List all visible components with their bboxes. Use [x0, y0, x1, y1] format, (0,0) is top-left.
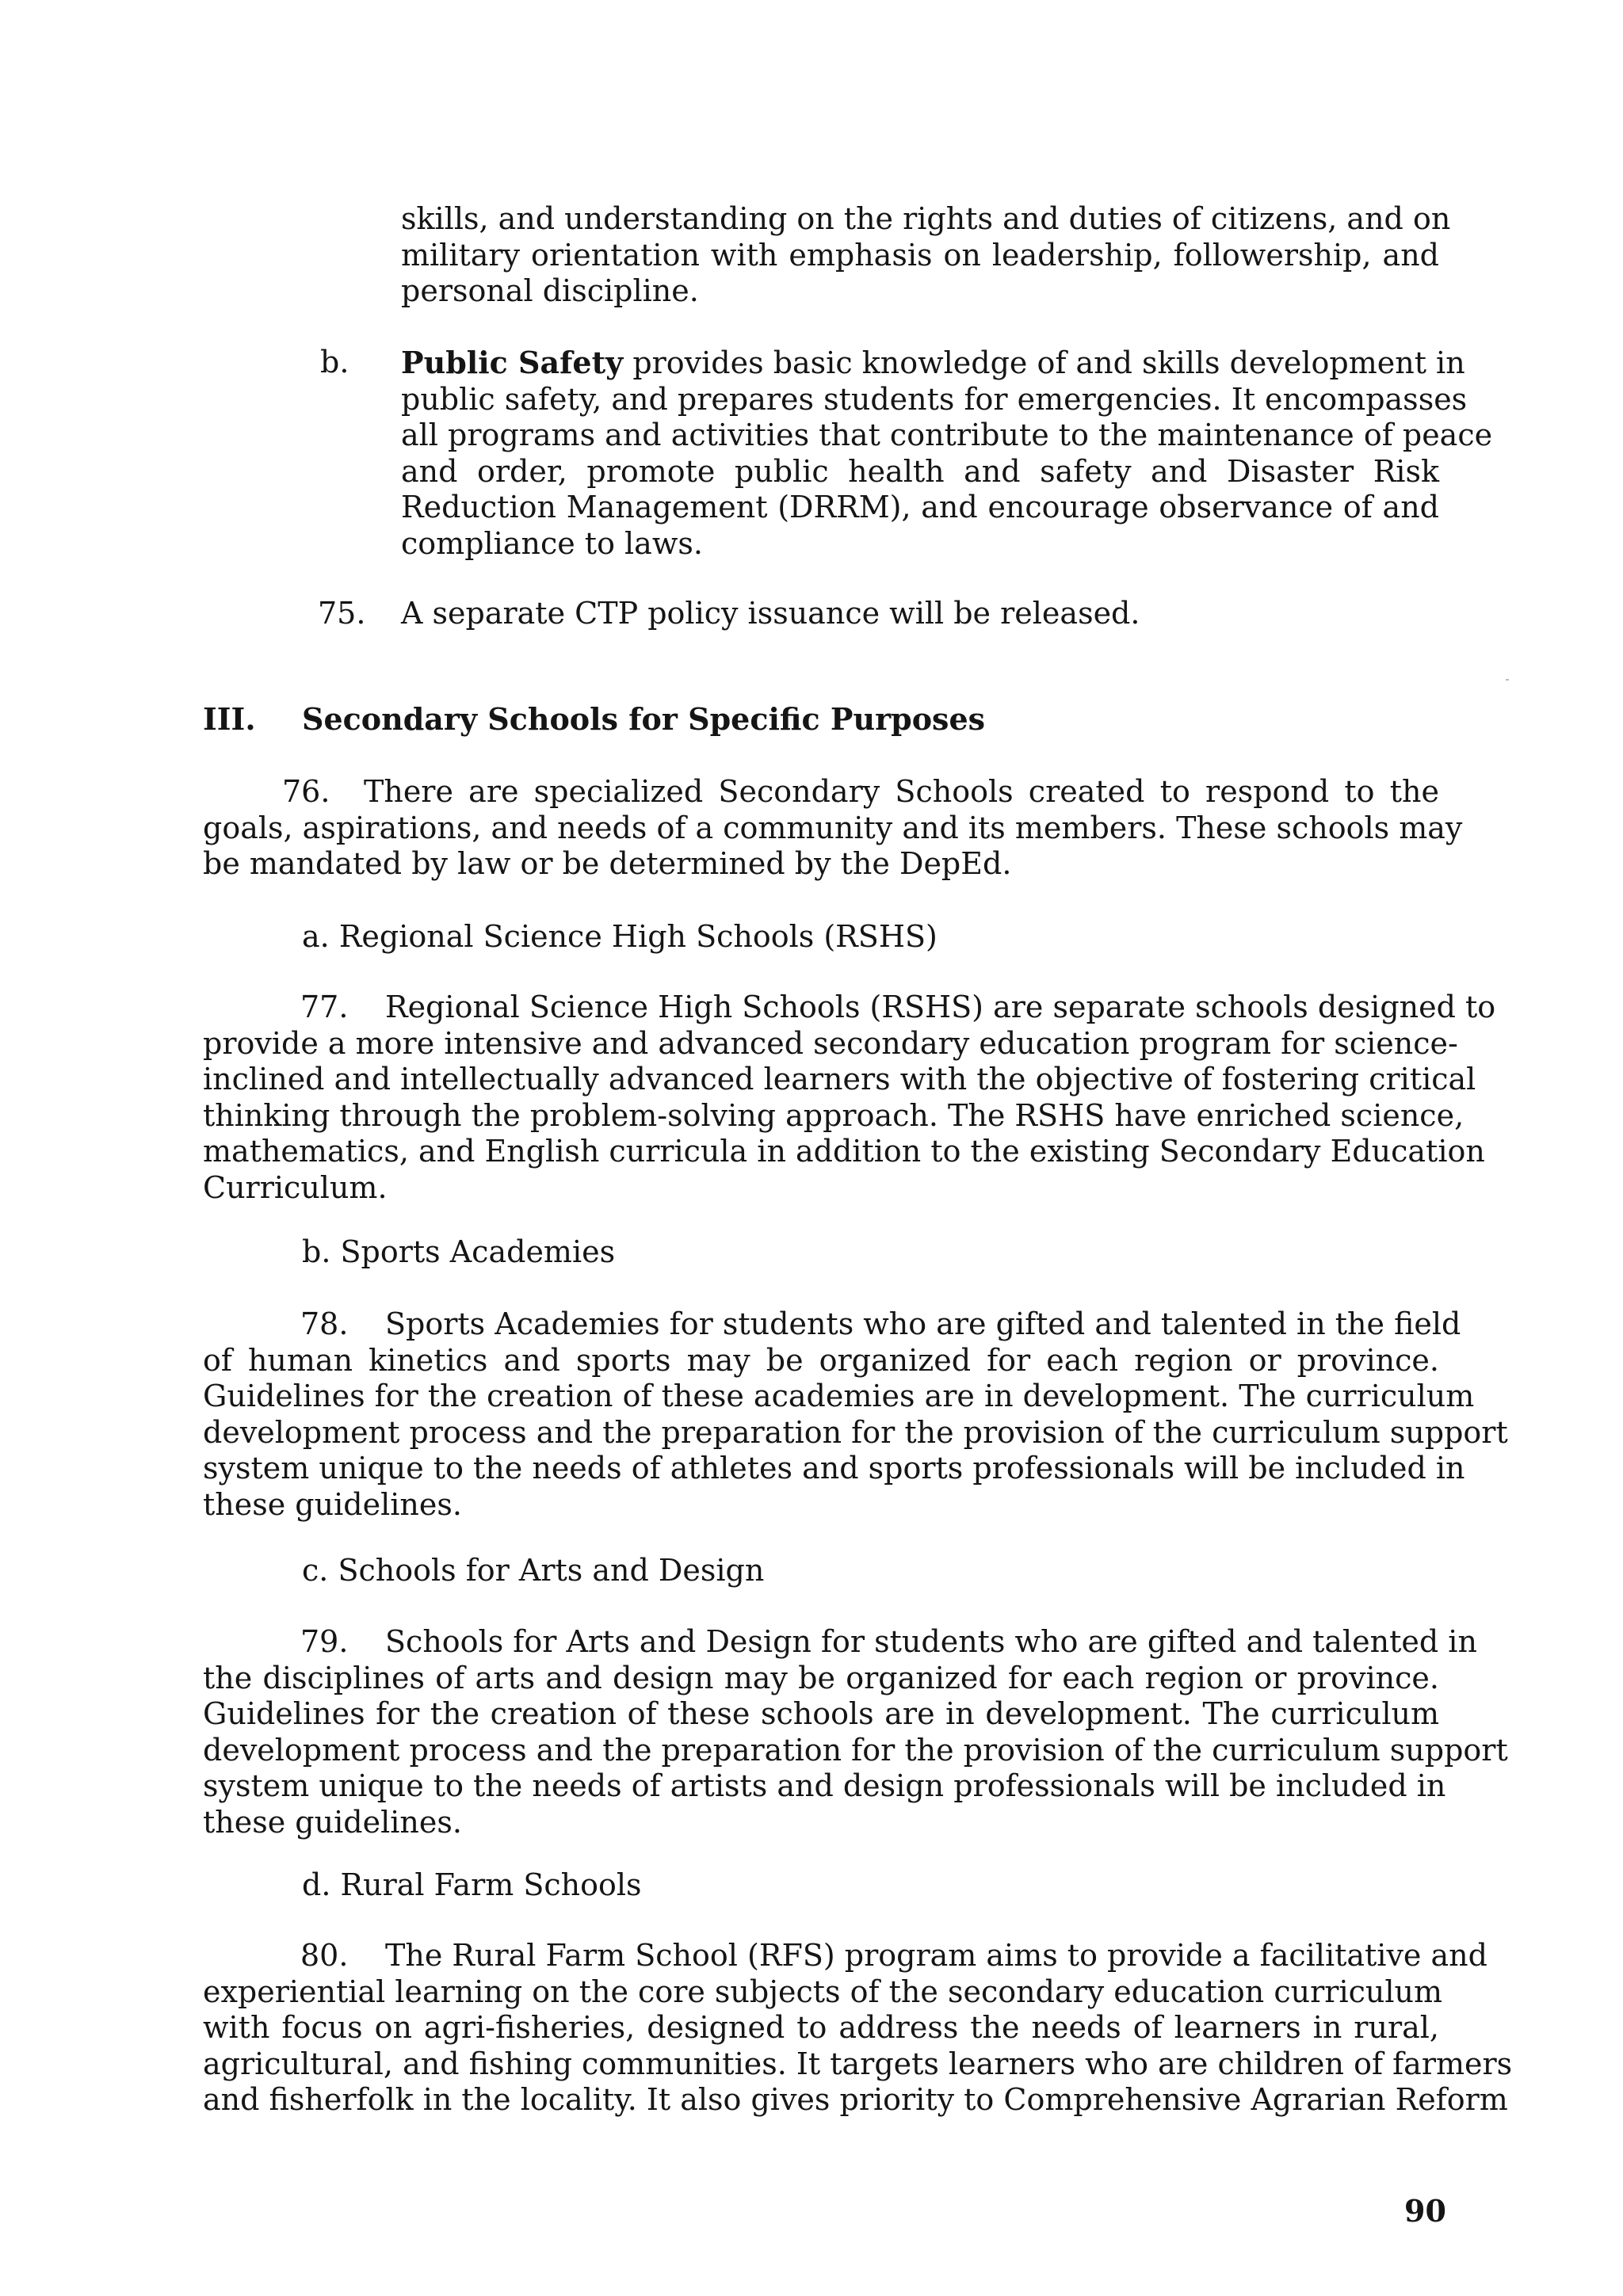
item-b-label: b. — [320, 345, 349, 379]
para-80-number: 80. — [300, 1938, 349, 1973]
subhead-c: c. Schools for Arts and Design — [302, 1553, 765, 1588]
scan-speck — [1506, 679, 1509, 681]
text-line: goals, aspirations, and needs of a community and its members. These schools may — [203, 810, 1463, 845]
para-76 — [203, 774, 1463, 883]
subhead-d: d. Rural Farm Schools — [302, 1867, 642, 1902]
text-line — [401, 345, 1465, 382]
text-line: development process and the preparation for the provision of the curriculum support — [203, 1732, 1508, 1768]
text-line: all programs and activities that contribute to the maintenance of peace — [401, 418, 1493, 452]
para-75-text: A separate CTP policy issuance will be released. — [401, 596, 1140, 631]
para-78-number: 78. — [300, 1306, 349, 1341]
para-77-first-line: Regional Science High Schools (RSHS) are separate schools designed to — [385, 990, 1496, 1024]
text-line — [203, 1624, 1477, 1661]
section-numeral: III. — [203, 701, 256, 737]
para-77 — [203, 990, 1496, 1206]
subhead-b: b. Sports Academies — [302, 1234, 616, 1269]
text-line: be mandated by law or be determined by the DepEd. — [203, 846, 1012, 881]
text-line: development process and the preparation for the provision of the curriculum support — [203, 1414, 1508, 1450]
para-76-first-line: There are specialized Secondary Schools created to respond to the — [364, 774, 1439, 809]
text-line: compliance to laws. — [401, 525, 703, 561]
text-line: agricultural, and fishing communities. It targets learners who are children of farmers — [203, 2046, 1513, 2081]
text-line: public safety, and prepares students for emergencies. It encompasses — [401, 381, 1468, 417]
text-line: and fisherfolk in the locality. It also gives priority to Comprehensive Agrarian Reform — [203, 2082, 1508, 2117]
text-line: Curriculum. — [203, 1169, 388, 1205]
text-line: system unique to the needs of athletes and sports professionals will be included in — [203, 1451, 1465, 1486]
text-line: experiential learning on the core subjects of the secondary education curriculum — [203, 1974, 1443, 2009]
text-line: system unique to the needs of artists and design professionals will be included in — [203, 1768, 1446, 1803]
text-line: Reduction Management (DRRM), and encourage observance of and — [401, 490, 1439, 524]
text-line: Guidelines for the creation of these academies are in development. The curriculum — [203, 1379, 1475, 1413]
text-line: mathematics, and English curricula in addition to the existing Secondary Education — [203, 1134, 1485, 1169]
public-safety-paragraph — [401, 345, 1493, 562]
text-line: military orientation with emphasis on leadership, followership, and — [401, 237, 1439, 273]
text-line — [203, 990, 1496, 1026]
text-line: Guidelines for the creation of these schools are in development. The curriculum — [203, 1696, 1439, 1731]
text-line: skills, and understanding on the rights and duties of citizens, and on — [401, 201, 1451, 236]
text-line: and order, promote public health and safety and Disaster Risk — [401, 453, 1439, 489]
para-79-first-line: Schools for Arts and Design for students who are gifted and talented in — [385, 1624, 1477, 1659]
text-line — [203, 1306, 1461, 1343]
section-title: Secondary Schools for Specific Purposes — [302, 701, 986, 737]
text-line — [203, 774, 1439, 810]
text-line: these guidelines. — [203, 1804, 462, 1840]
text-line — [203, 1938, 1487, 1974]
text-line: personal discipline. — [401, 273, 699, 308]
text-line: the disciplines of arts and design may be organized for each region or province. — [203, 1660, 1439, 1695]
text-line: of human kinetics and sports may be organized for each region or province. — [203, 1342, 1439, 1378]
public-safety-first-line: provides basic knowledge of and skills development in — [623, 345, 1465, 380]
public-safety-term: Public Safety — [401, 345, 624, 380]
intro-paragraph — [401, 201, 1451, 310]
page-number: 90 — [1404, 2193, 1446, 2229]
text-line: inclined and intellectually advanced learners with the objective of fostering critical — [203, 1062, 1476, 1097]
para-75-number: 75. — [318, 596, 366, 631]
text-line: thinking through the problem-solving approach. The RSHS have enriched science, — [203, 1097, 1465, 1133]
text-line: these guidelines. — [203, 1486, 462, 1522]
para-79 — [203, 1624, 1508, 1840]
para-78 — [203, 1306, 1508, 1523]
para-80-first-line: The Rural Farm School (RFS) program aims to provide a facilitative and — [385, 1938, 1487, 1973]
para-80 — [203, 1938, 1513, 2119]
subhead-a: a. Regional Science High Schools (RSHS) — [302, 919, 938, 954]
para-79-number: 79. — [300, 1624, 349, 1659]
para-78-first-line: Sports Academies for students who are gifted and talented in the field — [385, 1306, 1461, 1341]
text-line: provide a more intensive and advanced secondary education program for science- — [203, 1025, 1458, 1061]
para-77-number: 77. — [300, 990, 349, 1024]
para-76-number: 76. — [282, 774, 330, 809]
text-line: with focus on agri-fisheries, designed to address the needs of learners in rural, — [203, 2010, 1439, 2045]
